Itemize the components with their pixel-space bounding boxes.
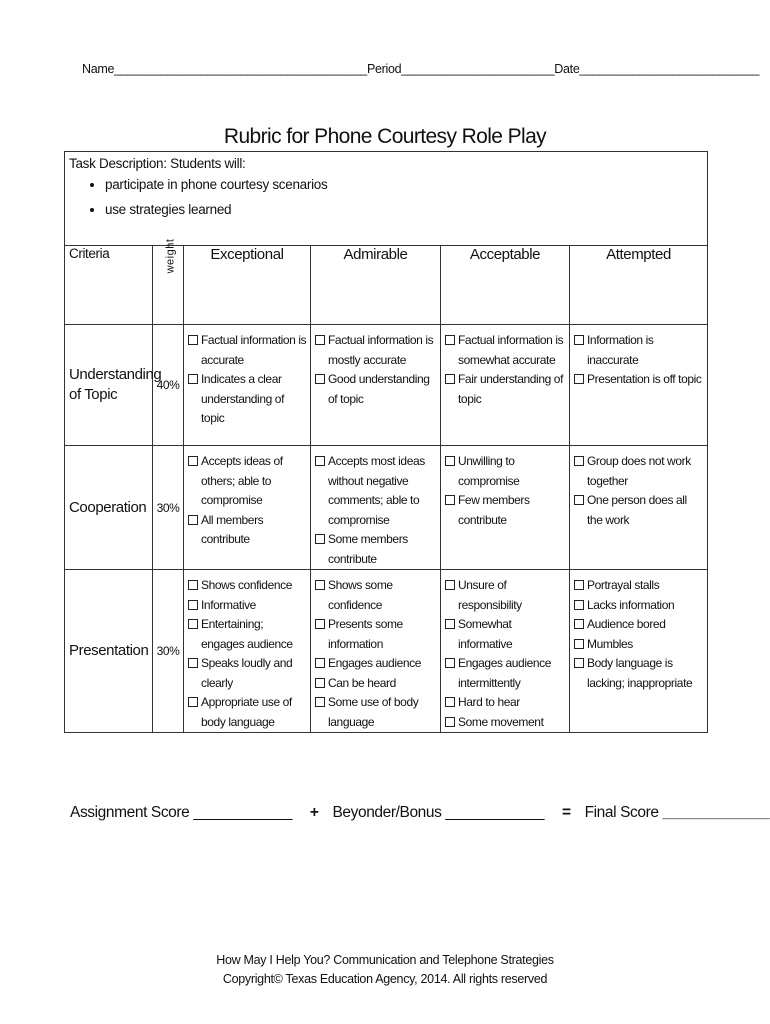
header-row bbox=[65, 246, 708, 325]
checkbox-item[interactable]: Presents some information bbox=[315, 615, 438, 654]
checkbox-item[interactable]: Mumbles bbox=[574, 635, 705, 655]
level-cell bbox=[311, 325, 441, 446]
checkbox-item[interactable]: Fair understanding of topic bbox=[445, 370, 567, 409]
final-score-field[interactable]: _____________ bbox=[662, 804, 770, 821]
checkbox-item[interactable]: Accepts ideas of others; able to compromise bbox=[188, 452, 308, 511]
checkbox-item[interactable]: Factual information is somewhat accurate bbox=[445, 331, 567, 370]
footer-line: How May I Help You? Communication and Telephone Strategies bbox=[216, 953, 554, 967]
rubric-table bbox=[64, 238, 708, 733]
checkbox-item[interactable]: Audience bored bbox=[574, 615, 705, 635]
level-cell bbox=[570, 570, 708, 733]
checkbox-item[interactable]: Accepts most ideas without negative comments; able to compromise bbox=[315, 452, 438, 530]
criteria-header: Criteria bbox=[65, 246, 153, 325]
checkbox-item[interactable]: Portrayal stalls bbox=[574, 576, 705, 596]
table-row bbox=[65, 325, 708, 446]
checkbox-item[interactable]: Presentation is off topic bbox=[574, 370, 705, 390]
checkbox-item[interactable]: Speaks loudly and clearly bbox=[188, 654, 308, 693]
level-cell bbox=[570, 325, 708, 446]
level-cell bbox=[184, 325, 311, 446]
task-description-label: Task Description: Students will: bbox=[69, 156, 246, 171]
checkbox-item[interactable]: Some movement bbox=[445, 713, 567, 733]
level-cell bbox=[441, 446, 570, 570]
checkbox-item[interactable]: Some members contribute bbox=[315, 530, 438, 569]
checkbox-item[interactable]: Appropriate use of body language bbox=[188, 693, 308, 732]
checkbox-item[interactable]: Shows some confidence bbox=[315, 576, 438, 615]
checkbox-item[interactable]: Hard to hear bbox=[445, 693, 567, 713]
level-header-attempted: Attempted bbox=[570, 246, 708, 325]
plus-sign: + bbox=[309, 804, 319, 821]
period-label: Period bbox=[366, 62, 402, 76]
criterion-cell: Presentation bbox=[65, 570, 153, 733]
checkbox-item[interactable]: Somewhat informative bbox=[445, 615, 567, 654]
level-header-admirable: Admirable bbox=[311, 246, 441, 325]
table-row bbox=[65, 446, 708, 570]
bonus-label: Beyonder/Bonus bbox=[332, 804, 442, 821]
level-cell bbox=[311, 570, 441, 733]
assignment-score-label: Assignment Score bbox=[70, 804, 190, 821]
assignment-score-field[interactable]: ____________ bbox=[193, 804, 292, 821]
period-field[interactable]: _______________________ bbox=[401, 62, 555, 76]
checkbox-item[interactable]: Information is inaccurate bbox=[574, 331, 705, 370]
table-row bbox=[65, 570, 708, 733]
checkbox-item[interactable]: Entertaining; engages audience bbox=[188, 615, 308, 654]
weight-header: weight bbox=[153, 246, 184, 325]
checkbox-item[interactable]: Some use of body language bbox=[315, 693, 438, 732]
level-cell bbox=[184, 446, 311, 570]
checkbox-item[interactable]: Can be heard bbox=[315, 674, 438, 694]
level-header-acceptable: Acceptable bbox=[441, 246, 570, 325]
checkbox-item[interactable]: Unwilling to compromise bbox=[445, 452, 567, 491]
date-label: Date bbox=[554, 62, 580, 76]
copyright-line: Copyright© Texas Education Agency, 2014. All rights reserved bbox=[222, 972, 548, 986]
checkbox-item[interactable]: Informative bbox=[188, 596, 308, 616]
checkbox-item[interactable]: All members contribute bbox=[188, 511, 308, 550]
level-cell bbox=[311, 446, 441, 570]
level-cell bbox=[441, 570, 570, 733]
checkbox-item[interactable]: Factual information is accurate bbox=[188, 331, 308, 370]
checkbox-item[interactable]: Group does not work together bbox=[574, 452, 705, 491]
bonus-field[interactable]: ____________ bbox=[445, 804, 545, 821]
level-cell bbox=[184, 570, 311, 733]
level-cell bbox=[570, 446, 708, 570]
checkbox-item[interactable]: Engages audience bbox=[315, 654, 438, 674]
date-field[interactable]: ___________________________ bbox=[579, 62, 760, 76]
score-line bbox=[70, 804, 769, 822]
equals-sign: = bbox=[561, 804, 571, 821]
checkbox-item[interactable]: Indicates a clear understanding of topic bbox=[188, 370, 308, 429]
weight-cell: 40% bbox=[153, 325, 184, 446]
checkbox-item[interactable]: Engages audience intermittently bbox=[445, 654, 567, 693]
weight-cell: 30% bbox=[153, 570, 184, 733]
criterion-cell: Understanding of Topic bbox=[65, 325, 153, 446]
final-score-label: Final Score bbox=[584, 804, 659, 821]
page-title: Rubric for Phone Courtesy Role Play bbox=[223, 125, 547, 148]
checkbox-item[interactable]: Good understanding of topic bbox=[315, 370, 438, 409]
level-cell bbox=[441, 325, 570, 446]
checkbox-item[interactable]: Factual information is mostly accurate bbox=[315, 331, 438, 370]
student-info-line bbox=[82, 62, 759, 76]
checkbox-item[interactable]: Unsure of responsibility bbox=[445, 576, 567, 615]
task-list bbox=[87, 172, 327, 222]
name-field[interactable]: ______________________________________ bbox=[114, 62, 367, 76]
task-description-box bbox=[64, 151, 708, 246]
checkbox-item[interactable]: Shows confidence bbox=[188, 576, 308, 596]
task-item: • use strategies learned bbox=[105, 197, 327, 222]
checkbox-item[interactable]: Body language is lacking; inappropriate bbox=[574, 654, 705, 693]
name-label: Name bbox=[82, 62, 115, 76]
criterion-cell: Cooperation bbox=[65, 446, 153, 570]
footer bbox=[0, 951, 770, 989]
checkbox-item[interactable]: Few members contribute bbox=[445, 491, 567, 530]
checkbox-item[interactable]: Lacks information bbox=[574, 596, 705, 616]
checkbox-item[interactable]: One person does all the work bbox=[574, 491, 705, 530]
weight-cell: 30% bbox=[153, 446, 184, 570]
task-item: • participate in phone courtesy scenarios bbox=[105, 172, 327, 197]
level-header-exceptional: Exceptional bbox=[184, 246, 311, 325]
